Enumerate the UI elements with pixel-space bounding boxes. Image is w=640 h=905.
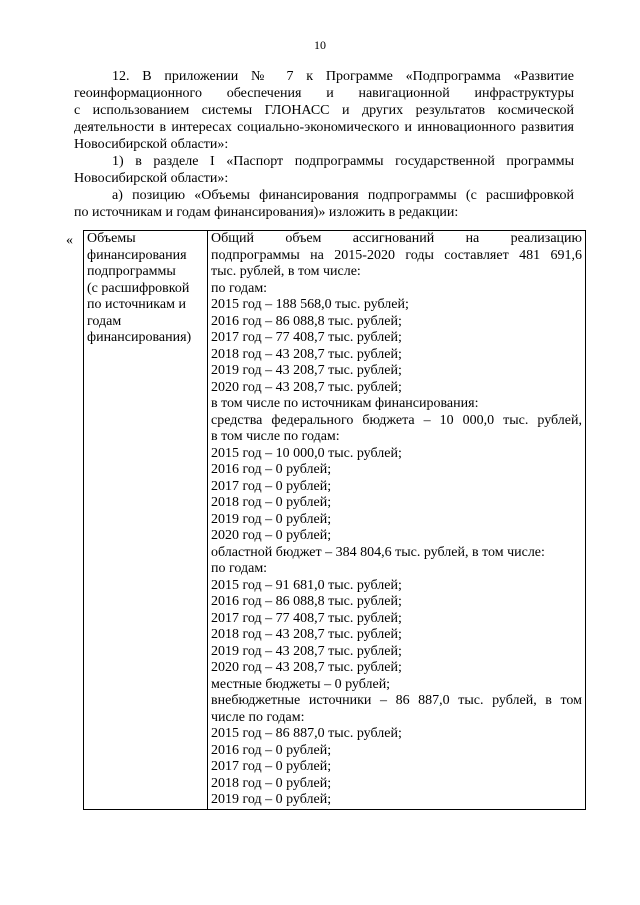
content-line: 2015 год – 188 568,0 тыс. рублей; (211, 297, 409, 312)
content-line: 2017 год – 77 408,7 тыс. рублей; (211, 330, 402, 345)
passport-table (83, 230, 586, 810)
content-line: 2019 год – 43 208,7 тыс. рублей; (211, 643, 402, 659)
text-line: 1) в разделе I «Паспорт подпрограммы государственной программы (112, 154, 574, 169)
label-line: финансирования) (87, 330, 192, 345)
opening-quote: « (66, 233, 73, 248)
content-line: 2015 год – 91 681,0 тыс. рублей; (211, 577, 402, 593)
content-line: в том числе по годам: (211, 429, 340, 444)
text-line: по источникам и годам финансирования)» изложить в редакции: (74, 205, 459, 220)
content-line: 2019 год – 43 208,7 тыс. рублей; (211, 363, 402, 378)
content-line: в том числе по источникам финансирования: (211, 396, 479, 411)
content-line: подпрограммы на 2015-2020 годы составляет 481 691,6 (211, 247, 582, 263)
text-line: а) позицию «Объемы финансирования подпрограммы (с расшифровкой (112, 188, 574, 203)
subitem-a-paragraph (74, 187, 574, 221)
content-line: 2015 год – 86 887,0 тыс. рублей; (211, 726, 402, 741)
content-line: 2020 год – 43 208,7 тыс. рублей; (211, 660, 402, 675)
content-line: числе по годам: (211, 709, 305, 725)
content-line: по годам: (211, 280, 268, 296)
content-line: 2016 год – 0 рублей; (211, 462, 332, 477)
content-line: 2019 год – 0 рублей; (211, 792, 332, 807)
content-line: Общий объем ассигнований на реализацию (211, 231, 582, 246)
content-line: 2015 год – 10 000,0 тыс. рублей; (211, 445, 402, 461)
label-line: (с расшифровкой (87, 280, 190, 296)
table-row (84, 231, 586, 810)
content-line: 2016 год – 0 рублей; (211, 742, 332, 758)
content-line: тыс. рублей, в том числе: (211, 264, 361, 279)
content-line: 2016 год – 86 088,8 тыс. рублей; (211, 313, 402, 329)
content-line: областной бюджет – 384 804,6 тыс. рублей, в том числе: (211, 544, 545, 560)
content-line: 2020 год – 0 рублей; (211, 528, 332, 543)
content-line: 2018 год – 0 рублей; (211, 775, 332, 791)
text-line: Новосибирской области»: (74, 171, 229, 186)
label-line: Объемы (87, 231, 136, 246)
content-line: средства федерального бюджета – 10 000,0 тыс. рублей, (211, 412, 582, 428)
text-line: деятельности в интересах социально-экономического и инновационного развития (74, 120, 574, 135)
label-line: по источникам и (87, 297, 186, 312)
text-line: геоинформационного обеспечения и навигационной инфраструктуры (74, 86, 574, 101)
content-line: 2018 год – 43 208,7 тыс. рублей; (211, 346, 402, 362)
financing-content-cell (208, 231, 586, 810)
content-line: 2018 год – 43 208,7 тыс. рублей; (211, 627, 402, 642)
label-line: подпрограммы (87, 264, 176, 279)
subitem-1-paragraph (74, 153, 574, 187)
content-line: внебюджетные источники – 86 887,0 тыс. рублей, в том (211, 693, 582, 708)
content-line: 2017 год – 77 408,7 тыс. рублей; (211, 610, 402, 626)
text-line: с использованием системы ГЛОНАСС и других результатов космической (74, 103, 574, 118)
content-line: 2020 год – 43 208,7 тыс. рублей; (211, 379, 402, 395)
content-line: 2017 год – 0 рублей; (211, 478, 332, 494)
item-12-paragraph (74, 68, 574, 153)
text-line: 12. В приложении № 7 к Программе «Подпрограмма «Развитие (112, 69, 574, 84)
content-line: по годам: (211, 561, 268, 576)
content-line: 2016 год – 86 088,8 тыс. рублей; (211, 594, 402, 609)
position-label-cell (84, 231, 208, 810)
label-line: годам (87, 313, 122, 329)
label-line: финансирования (87, 247, 187, 263)
content-line: местные бюджеты – 0 рублей; (211, 676, 391, 692)
content-line: 2018 год – 0 рублей; (211, 495, 332, 510)
page-number: 10 (314, 38, 326, 52)
content-line: 2019 год – 0 рублей; (211, 511, 332, 527)
content-line: 2017 год – 0 рублей; (211, 759, 332, 774)
text-line: Новосибирской области»: (74, 137, 229, 152)
